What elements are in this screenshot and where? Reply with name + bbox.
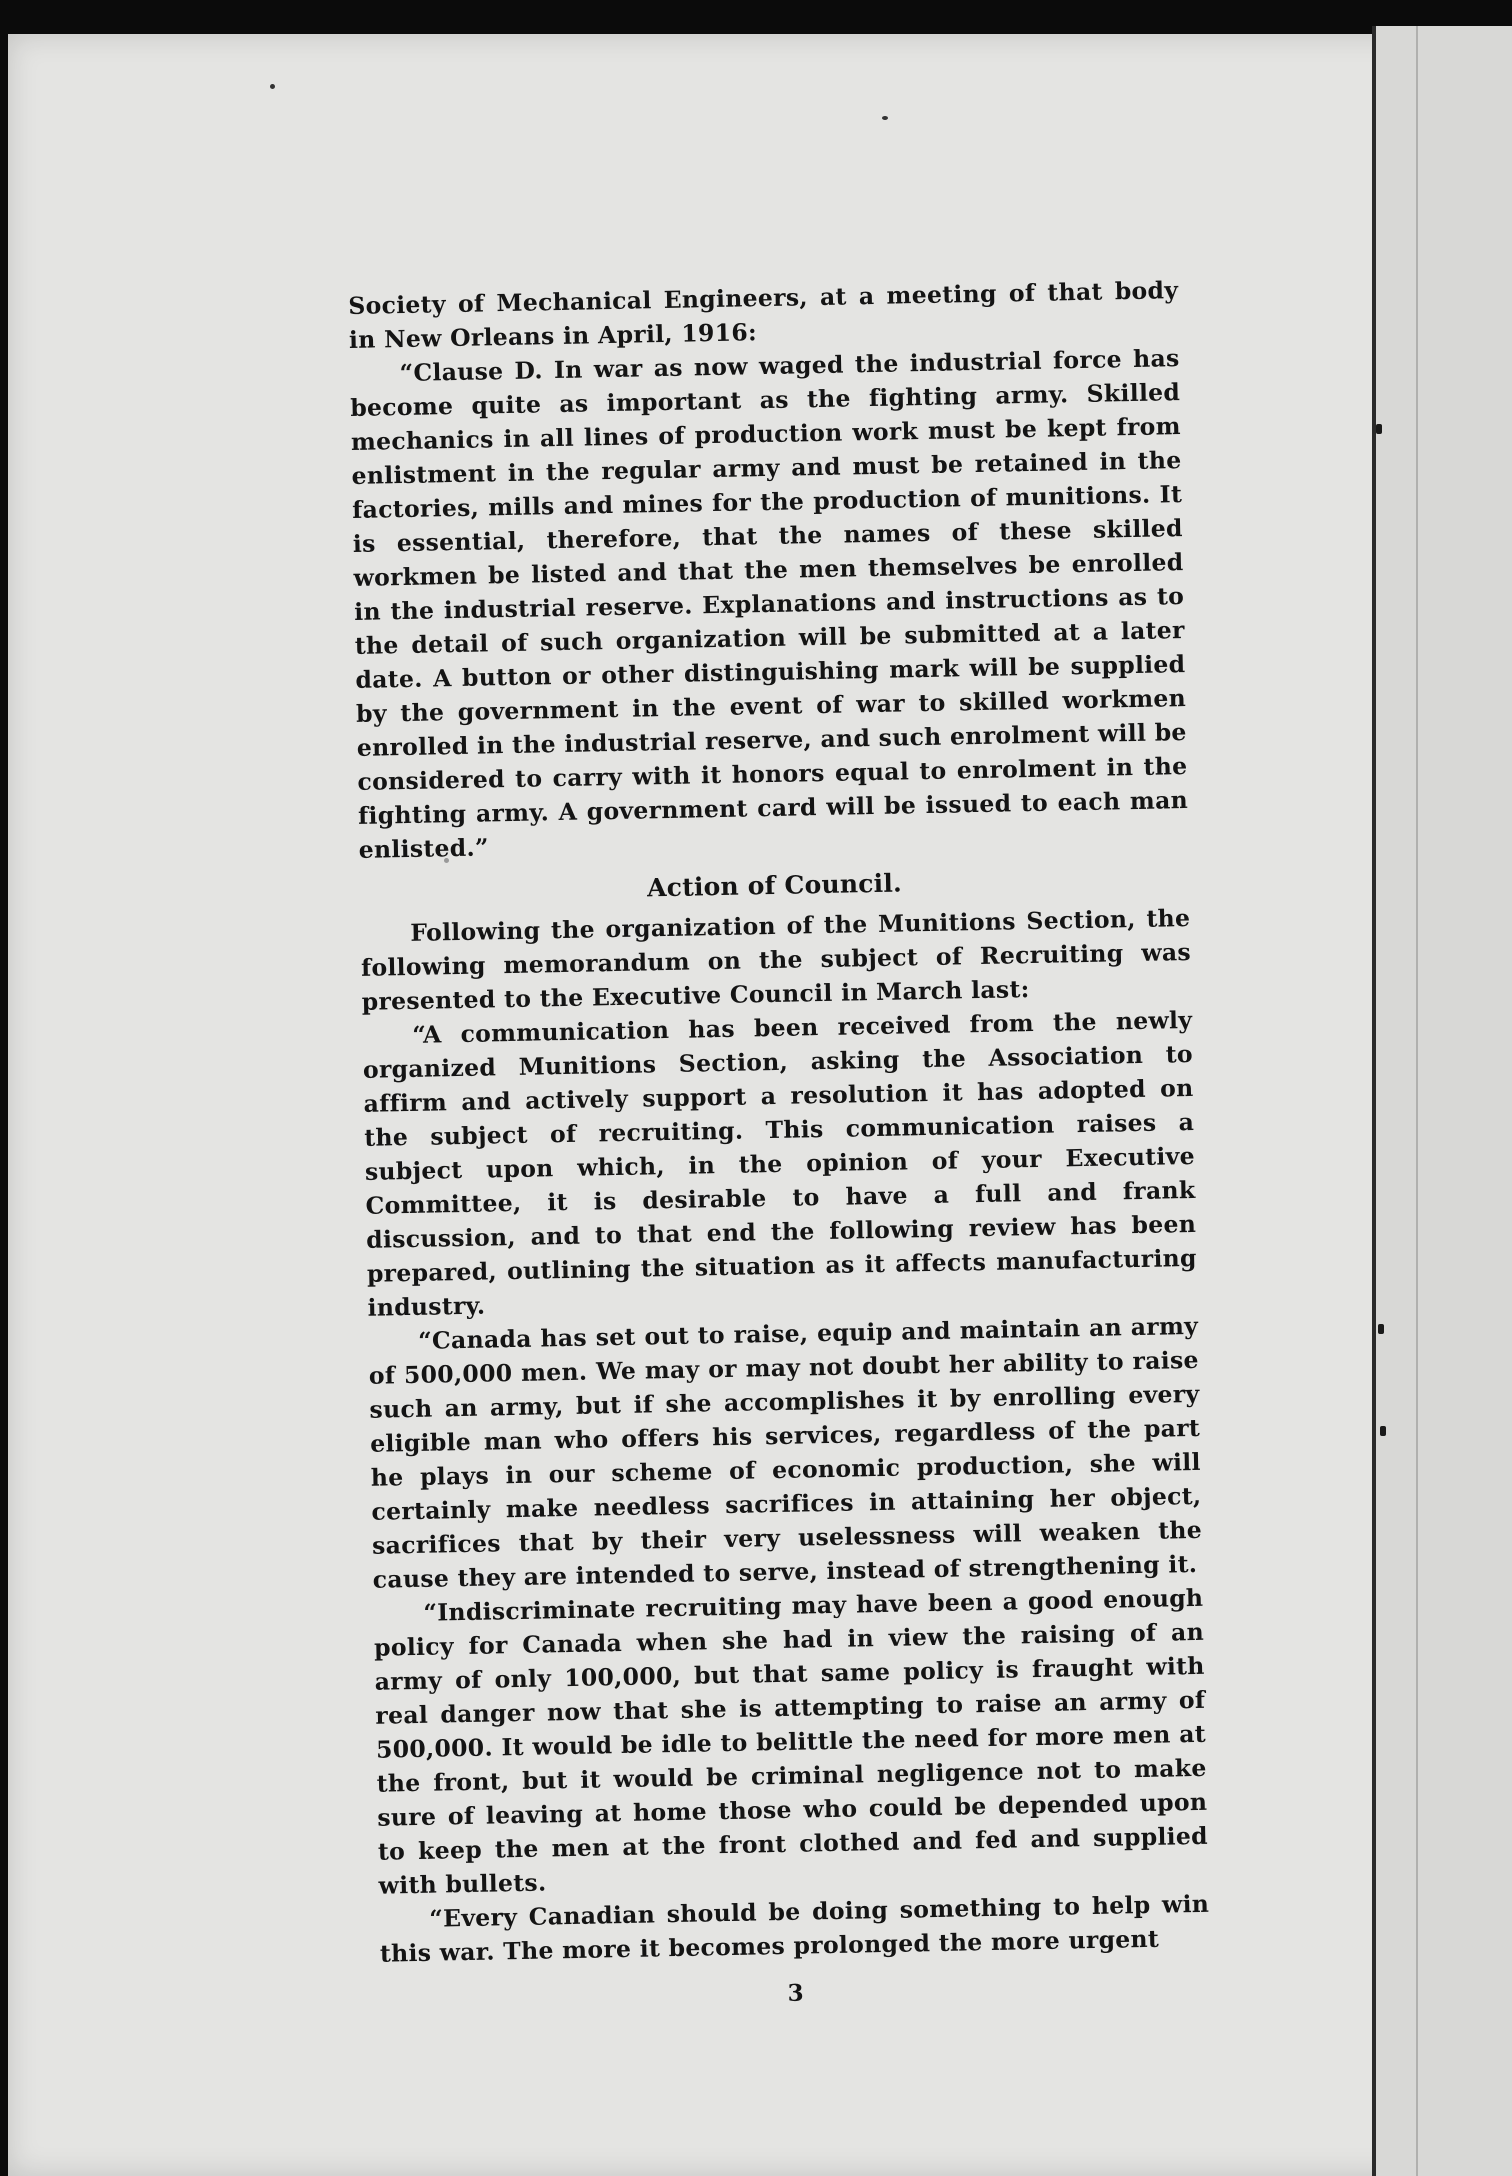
- paragraph-following: Following the organization of the Munitions Section, the following memorandum on the subject of Recruiting was presented to the Executive Council in March last:: [360, 903, 1192, 1016]
- quote-every-canadian: “Every Canadian should be doing something to help win this war. The more it becomes prolonged the more urgent: [379, 1889, 1210, 1968]
- continuation-paragraph: Society of Mechanical Engineers, at a meeting of that body in New Orleans in April, 1916:: [348, 276, 1179, 354]
- ink-speck: [882, 116, 888, 120]
- quote-clause-d: “Clause D. In war as now waged the industrial force has become quite as important as the fighting army. Skilled mechanics in all lines of production work must be kept from enlistment in the regular army and must be retained in the factories, mills and mines for the production of munitions. It is essential, therefore, that the names of these skilled workmen be listed and that the men themselves be enrolled in the industrial reserve. Explanations and instructions as to the detail of such organization will be submitted at a later date. A button or other distinguishing mark will be supplied by the government in the event of war to skilled workmen enrolled in the industrial reserve, and such enrolment will be considered to carry with it honors equal to enrolment in the fighting army. A government card will be issued to each man enlisted.”: [350, 344, 1189, 864]
- page-number: 3: [787, 1979, 805, 2007]
- binding-mark: [1380, 1426, 1386, 1436]
- document-page: [8, 34, 1412, 2176]
- quote-canada: “Canada has set out to raise, equip and maintain an army of 500,000 men. We may or may not doubt her ability to raise such an army, but if she accomplishes it by enrolling every eligible man who offers his services, regardless of the part he plays in our scheme of economic production, she will certainly make needless sacrifices in attaining her object, sacrifices that by their very uselessness will weaken the cause they are intended to serve, instead of strengthening it.: [368, 1311, 1203, 1594]
- quote-indiscriminate: “Indiscriminate recruiting may have been a good enough policy for Canada when she had in view the raising of an army of only 100,000, but that same policy is fraught with real danger now that she is attempting to raise an army of 500,000. It would be idle to belittle the need for more men at the front, but it would be criminal negligence not to make sure of leaving at home those who could be depended upon to keep the men at the front clothed and fed and supplied with bullets.: [373, 1583, 1209, 1900]
- section-heading: Action of Council.: [646, 868, 903, 903]
- ink-speck: [270, 84, 275, 89]
- page-text: [348, 273, 1211, 2019]
- binding-mark: [1376, 424, 1382, 434]
- adjacent-page-edge: [1372, 26, 1512, 2176]
- quote-communication: “A communication has been received from the newly organized Munitions Section, asking the Association to affirm and actively support a resolution it has adopted on the subject of recruiting. This communication raises a subject upon which, in the opinion of your Executive Committee, it is desirable to have a full and frank discussion, and to that end the following review has been prepared, outlining the situation as it affects manufacturing industry.: [362, 1005, 1198, 1322]
- binding-mark: [1378, 1324, 1384, 1334]
